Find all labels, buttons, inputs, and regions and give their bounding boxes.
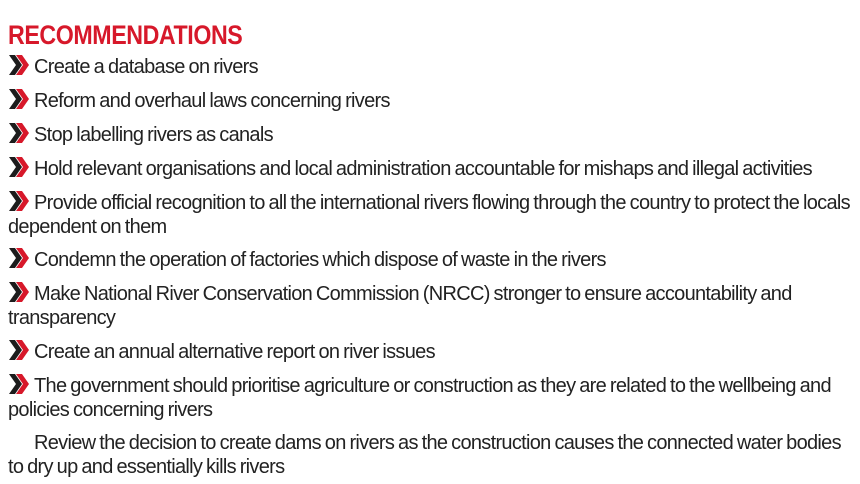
- list-item-text: Make National River Conservation Commission (NRCC) stronger to ensure accountability and transparency: [8, 283, 792, 329]
- double-chevron-right-icon: [8, 156, 31, 178]
- double-chevron-right-icon: [8, 122, 31, 144]
- list-item-text: Condemn the operation of factories which dispose of waste in the rivers: [34, 249, 606, 271]
- list-item: [8, 430, 850, 479]
- list-item-text: Review the decision to create dams on rivers as the construction causes the connected water bodies to dry up and essentially kills rivers: [8, 432, 841, 478]
- list-item-text: Create an annual alternative report on river issues: [34, 341, 435, 363]
- list-item-text: Create a database on rivers: [34, 56, 258, 78]
- double-chevron-right-icon: [8, 373, 31, 395]
- list-item-text: Reform and overhaul laws concerning rivers: [34, 90, 390, 112]
- list-item: [8, 88, 850, 113]
- list-item: [8, 281, 850, 330]
- list-item: [8, 54, 850, 79]
- list-item: [8, 190, 850, 239]
- list-item-text: The government should prioritise agriculture or construction as they are related to the wellbeing and policies concerning rivers: [8, 375, 831, 421]
- list-item-text: Hold relevant organisations and local administration accountable for mishaps and illegal activities: [34, 158, 812, 180]
- double-chevron-right-icon: [8, 88, 31, 110]
- list-item-text: Stop labelling rivers as canals: [34, 124, 273, 146]
- list-item: [8, 122, 850, 147]
- list-item: [8, 247, 850, 272]
- double-chevron-right-icon: [8, 247, 31, 269]
- double-chevron-right-icon: [8, 54, 31, 76]
- double-chevron-right-icon: [8, 281, 31, 303]
- double-chevron-right-icon: [8, 190, 31, 212]
- double-chevron-right-icon: [8, 339, 31, 361]
- section-title: RECOMMENDATIONS: [8, 20, 243, 50]
- list-item: [8, 156, 850, 181]
- list-item: [8, 339, 850, 364]
- recommendations-list: [8, 54, 850, 479]
- list-item-text: Provide official recognition to all the international rivers flowing through the country to protect the locals dependent on them: [8, 192, 850, 238]
- list-item: [8, 373, 850, 422]
